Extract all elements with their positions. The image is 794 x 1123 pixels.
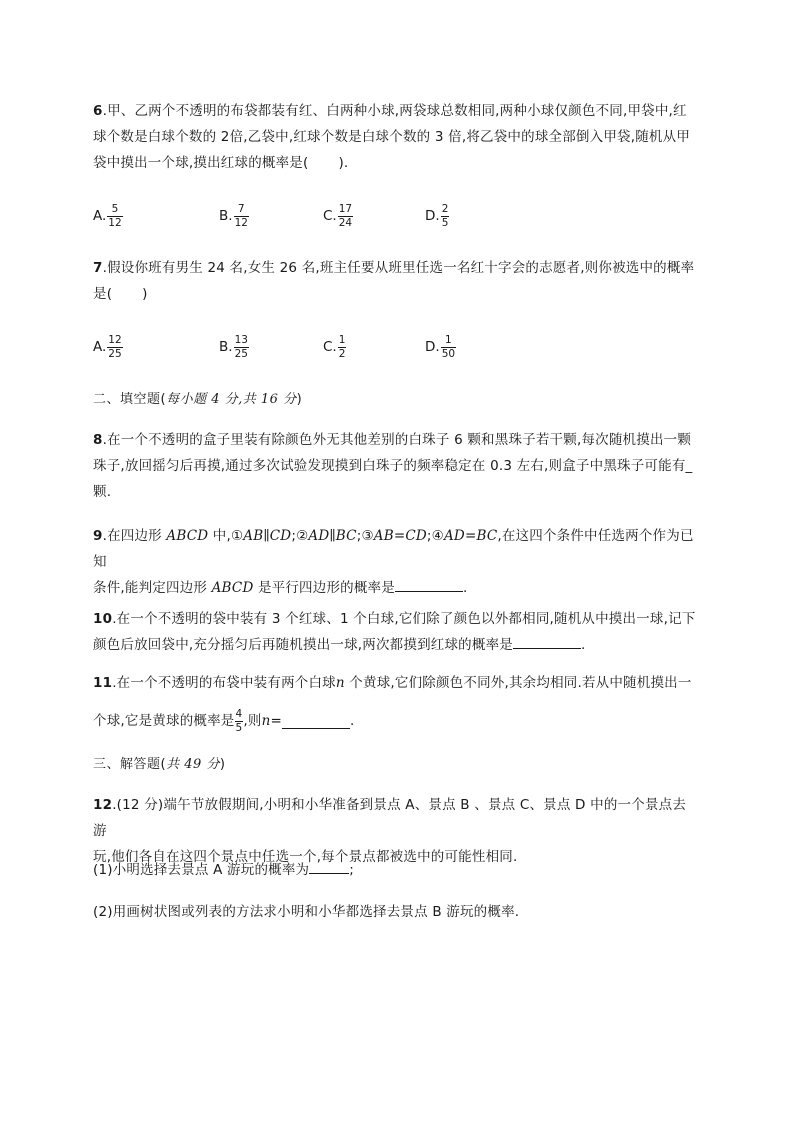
fraction xyxy=(234,335,249,360)
question-text: .甲、乙两个不透明的布袋都装有红、白两种小球,两袋球总数相同,两种小球仅颜色不同,甲袋中,红 xyxy=(102,103,687,119)
question-text: .在四边形 xyxy=(102,528,167,544)
question-text: 个黄球,它们除颜色不同外,其余均相同.若从中随机摸出一 xyxy=(344,675,692,691)
question-text: ;④ xyxy=(426,528,444,544)
numerator: 7 xyxy=(237,202,245,215)
section-points: 每小题 4 分,共 16 分 xyxy=(166,392,297,407)
question-number: 12 xyxy=(93,797,113,813)
question-9 xyxy=(93,523,698,601)
section-title: 三、解答题( xyxy=(93,757,167,772)
fraction xyxy=(107,204,122,229)
fraction xyxy=(338,335,347,360)
answer-blank[interactable] xyxy=(395,577,463,592)
question-text: 颗. xyxy=(93,484,112,500)
options-q6 xyxy=(93,199,698,233)
question-text: . xyxy=(462,580,468,596)
question-text: .在一个不透明的袋中装有 3 个红球、1 个白球,它们除了颜色以外都相同,随机从中摸出一球,记下 xyxy=(112,611,696,627)
denominator: 24 xyxy=(338,216,353,229)
question-text: ) xyxy=(142,286,148,302)
question-text: .假设你班有男生 24 名,女生 26 名,班主任要从班里任选一名红十字会的志愿者,则你被选中的概率 xyxy=(102,260,695,276)
option-d xyxy=(425,330,456,364)
denominator: 50 xyxy=(441,347,456,360)
question-text: ,则 xyxy=(243,713,262,729)
question-7 xyxy=(93,255,698,307)
math-text: AD=BC xyxy=(443,528,498,544)
question-6 xyxy=(93,98,698,176)
question-8 xyxy=(93,427,698,505)
fraction xyxy=(234,204,249,229)
question-text: .在一个不透明的布袋中装有两个白球 xyxy=(112,675,336,691)
answer-blank[interactable] xyxy=(282,714,350,729)
denominator: 2 xyxy=(338,347,346,360)
numerator: 13 xyxy=(234,333,248,346)
option-letter: A. xyxy=(93,339,107,355)
math-text: n xyxy=(261,713,271,729)
math-text: AD∥BC xyxy=(308,528,357,544)
option-c xyxy=(323,199,353,233)
question-text: . xyxy=(350,713,355,729)
fraction xyxy=(441,335,456,360)
question-text: 珠子,放回摇匀后再摸,通过多次试验发现摸到白珠子的频率稳定在 0.3 左右,则盒子中黑珠子可能有_ xyxy=(93,458,693,474)
question-text: ; xyxy=(349,862,354,878)
numerator: 5 xyxy=(111,202,119,215)
question-text: ;② xyxy=(291,528,309,544)
question-number: 9 xyxy=(93,528,103,544)
option-a xyxy=(93,330,123,364)
question-number: 7 xyxy=(93,260,103,276)
numerator: 12 xyxy=(108,333,122,346)
question-number: 10 xyxy=(93,611,113,627)
numerator: 2 xyxy=(441,202,449,215)
option-letter: A. xyxy=(93,208,107,224)
option-b xyxy=(219,199,249,233)
question-text: (1)小明选择去景点 A 游玩的概率为 xyxy=(93,862,310,878)
denominator: 25 xyxy=(108,347,122,360)
answer-blank[interactable] xyxy=(513,634,581,649)
question-text: = xyxy=(270,713,283,729)
question-text: ,在这四个条件中任选两个作为已知 xyxy=(93,528,694,570)
question-text: 中,① xyxy=(208,528,244,544)
option-letter: D. xyxy=(425,208,440,224)
question-text: 球个数是白球个数的 2倍,乙袋中,红球个数是白球个数的 3 倍,将乙袋中的球全部倒入甲袋,随机从甲 xyxy=(93,129,691,145)
numerator: 1 xyxy=(445,333,452,346)
section-close: ) xyxy=(219,757,226,772)
numerator: 17 xyxy=(338,202,353,215)
question-text: . xyxy=(580,637,586,653)
question-number: 8 xyxy=(93,432,103,448)
section-close: ) xyxy=(296,392,303,407)
question-text: 颜色后放回袋中,充分摇匀后再随机摸出一球,两次都摸到红球的概率是 xyxy=(93,637,513,653)
question-text: 袋中摸出一个球,摸出红球的概率是( xyxy=(93,155,309,171)
math-text: AB∥CD xyxy=(243,528,292,544)
fraction xyxy=(441,204,450,229)
section-heading-fill-in xyxy=(93,388,302,407)
math-text: ABCD xyxy=(166,528,209,544)
question-number: 6 xyxy=(93,103,103,119)
question-text: .(12 分)端午节放假期间,小明和小华准备到景点 A、景点 B 、景点 C、景点 D 中的一个景点去游 xyxy=(93,797,687,839)
question-12-part-2 xyxy=(93,899,698,925)
option-letter: B. xyxy=(219,339,233,355)
question-text: ). xyxy=(338,155,349,171)
numerator: 1 xyxy=(338,333,346,346)
question-11 xyxy=(93,670,698,736)
denominator: 12 xyxy=(234,216,248,229)
question-text: .在一个不透明的盒子里装有除颜色外无其他差别的白珠子 6 颗和黑珠子若干颗,每次随机摸出一颗 xyxy=(102,432,692,448)
question-text: 是平行四边形的概率是 xyxy=(253,580,395,596)
question-text: 是( xyxy=(93,286,113,302)
fraction xyxy=(107,335,122,360)
option-letter: C. xyxy=(323,339,337,355)
math-text: ABCD xyxy=(211,580,254,596)
section-points: 共 49 分 xyxy=(166,757,220,772)
option-a xyxy=(93,199,123,233)
question-text: 条件,能判定四边形 xyxy=(93,580,212,596)
denominator: 5 xyxy=(441,216,449,229)
option-b xyxy=(219,330,249,364)
denominator: 12 xyxy=(108,216,122,229)
question-text: (2)用画树状图或列表的方法求小明和小华都选择去景点 B 游玩的概率. xyxy=(93,904,520,920)
question-text: 玩,他们各自在这四个景点中任选一个,每个景点都被选中的可能性相同. xyxy=(93,849,518,865)
answer-blank[interactable] xyxy=(309,859,349,874)
option-letter: D. xyxy=(425,339,440,355)
question-text: 个球,它是黄球的概率是 xyxy=(93,713,235,729)
question-number: 11 xyxy=(93,675,113,691)
numerator: 4 xyxy=(235,707,243,720)
section-heading-solutions xyxy=(93,753,225,772)
option-d xyxy=(425,199,449,233)
question-12-part-1 xyxy=(93,857,698,883)
question-10 xyxy=(93,606,698,658)
denominator: 5 xyxy=(235,721,243,734)
option-letter: C. xyxy=(323,208,337,224)
question-text: ;③ xyxy=(356,528,374,544)
fraction xyxy=(235,709,244,734)
fraction xyxy=(338,204,353,229)
denominator: 25 xyxy=(234,347,248,360)
options-q7 xyxy=(93,330,698,364)
math-text: AB=CD xyxy=(373,528,427,544)
option-c xyxy=(323,330,346,364)
option-letter: B. xyxy=(219,208,233,224)
section-title: 二、填空题( xyxy=(93,392,167,407)
math-text: n xyxy=(335,675,345,691)
